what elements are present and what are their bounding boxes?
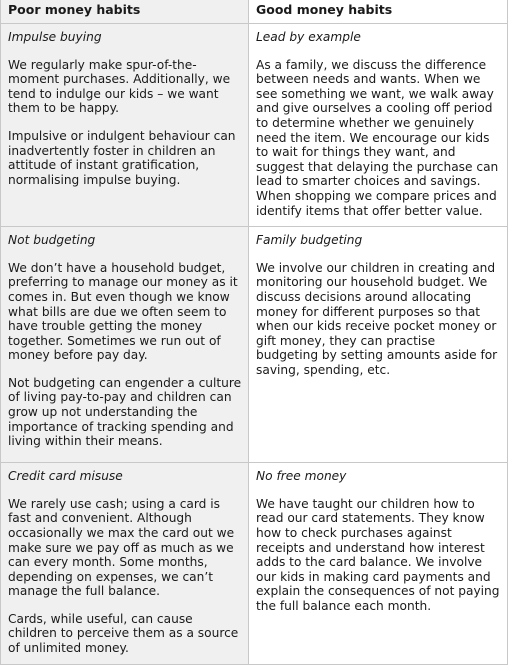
poor-habit-paragraph: Cards, while useful, can cause children to perceive them as a source of unlimited money. (8, 611, 239, 656)
poor-habits-header: Poor money habits (1, 0, 249, 24)
poor-habit-title: Not budgeting (8, 233, 96, 248)
poor-habit-paragraph: We regularly make spur-of-the-moment purchases. Additionally, we tend to indulge our kids – we want them to be happy. (8, 57, 231, 116)
poor-habit-paragraph: We don’t have a household budget, preferring to manage our money as it comes in. But even though we know what bills are due we often seem to have trouble getting the money together. Sometimes we run out of money before pay day. (8, 260, 238, 363)
poor-habit-cell (1, 227, 249, 463)
good-habits-header: Good money habits (249, 0, 508, 24)
poor-habit-paragraph: Not budgeting can engender a culture of living pay-to-pay and children can grow up not understanding the importance of tracking spending and living within their means. (8, 375, 242, 449)
good-habit-title: Lead by example (256, 30, 361, 44)
good-habit-paragraph: We have taught our children how to read our card statements. They know how to check purchases against receipts and understand how interest adds to the card balance. We involve our kids in making card payments and explain the consequences of not paying the full balance each month. (256, 496, 500, 613)
table-row (1, 24, 508, 227)
poor-habit-cell (1, 463, 249, 665)
poor-habit-cell (1, 24, 249, 227)
good-habit-cell (249, 463, 508, 665)
good-habit-cell (249, 227, 508, 463)
poor-habit-title: Impulse buying (8, 30, 102, 44)
good-habit-title: No free money (256, 469, 347, 484)
table-row (1, 463, 508, 665)
good-habit-paragraph: As a family, we discuss the difference between needs and wants. When we see something we want, we walk away and give ourselves a cooling off period to determine whether we genuinely need the item. We encourage our kids to wait for things they want, and suggest that delaying the purchase can lead to smarter choices and savings. When shopping we compare prices and identify items that offer better value. (256, 57, 499, 218)
good-habit-title: Family budgeting (256, 233, 363, 248)
poor-habit-paragraph: Impulsive or indulgent behaviour can inadvertently foster in children an attitude of instant gratification, normalising impulse buying. (8, 128, 236, 187)
good-habit-cell (249, 24, 508, 227)
poor-habit-title: Credit card misuse (8, 469, 123, 484)
table-row (1, 227, 508, 463)
poor-habit-paragraph: We rarely use cash; using a card is fast and convenient. Although occasionally we max the card out we make sure we pay off as much as we can every month. Some months, depending on expenses, we can’t manage the full balance. (8, 496, 235, 599)
header-row (1, 0, 508, 24)
good-habit-paragraph: We involve our children in creating and monitoring our household budget. We discuss decisions around allocating money for different purposes so that when our kids receive pocket money or gift money, they can practise budgeting by setting amounts aside for saving, spending, etc. (256, 260, 498, 377)
